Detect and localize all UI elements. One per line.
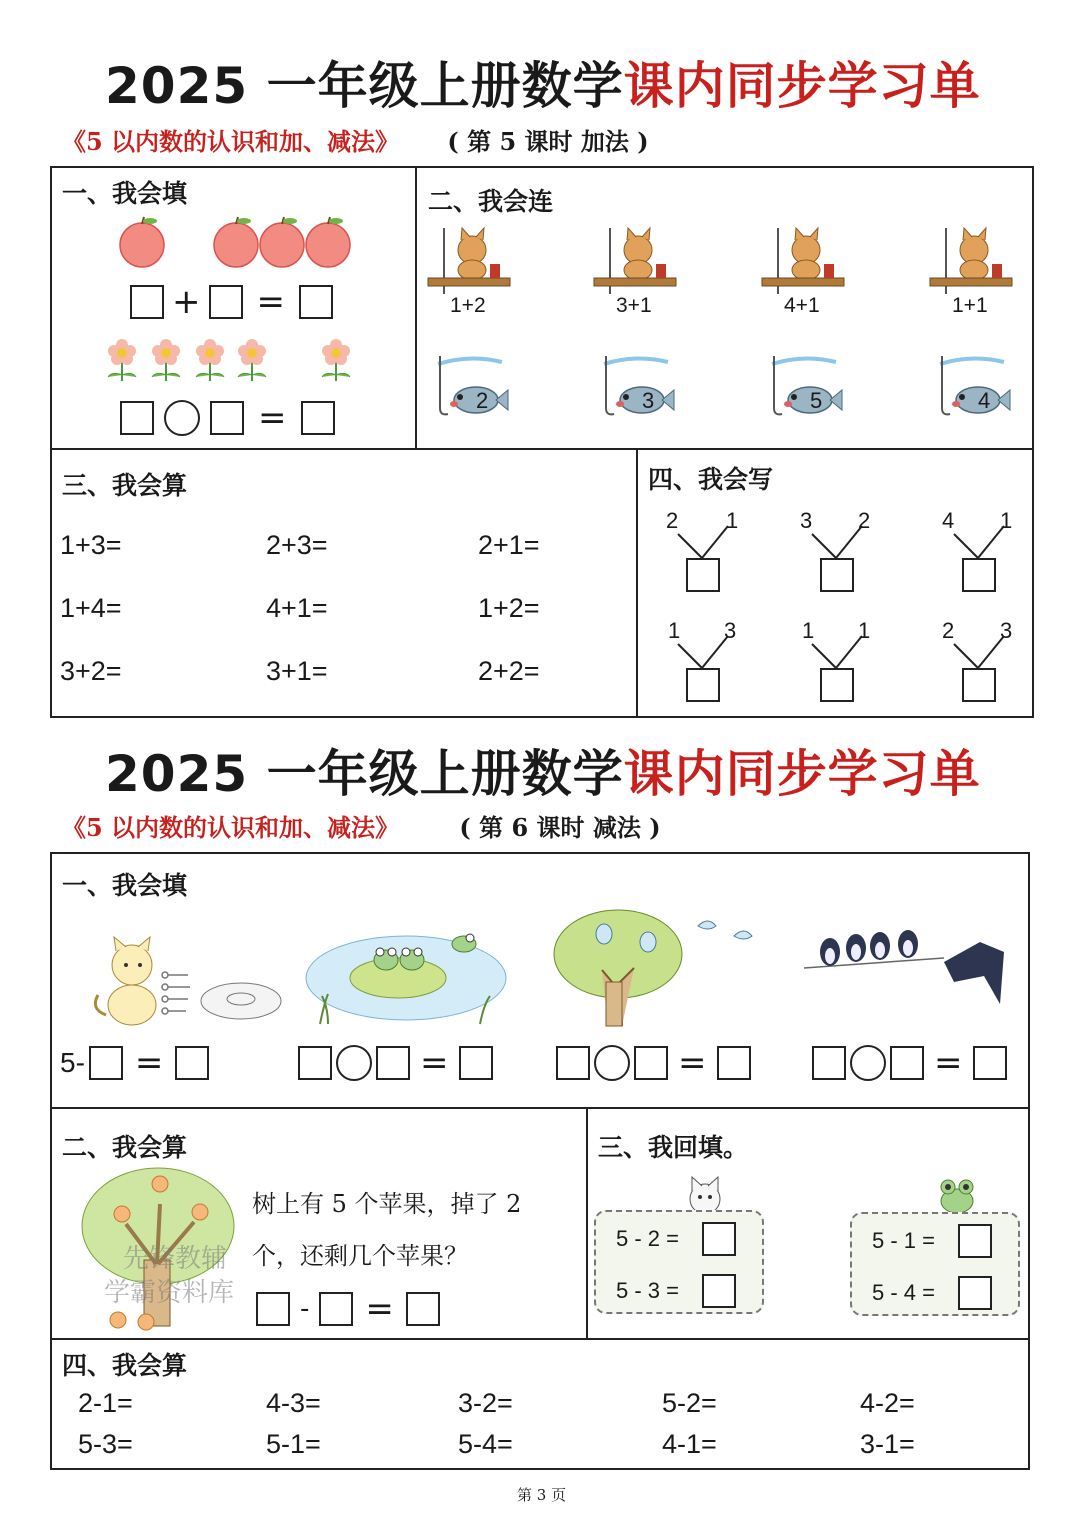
bird-icon — [698, 921, 716, 929]
cat-fishing-2 — [590, 224, 680, 324]
cat-fishing-4 — [926, 224, 1016, 324]
divider — [415, 166, 417, 449]
s1-sec2-heading: 二、我会连 — [428, 187, 554, 216]
answer-box[interactable] — [319, 1292, 353, 1326]
frog-icon — [400, 948, 424, 970]
answer-box[interactable] — [717, 1046, 751, 1080]
answer-box[interactable] — [820, 558, 854, 592]
bond-number: 2 — [858, 508, 871, 533]
equation: 4-1= — [662, 1429, 717, 1459]
equals-sign: = — [934, 1043, 963, 1083]
answer-box[interactable] — [298, 1046, 332, 1080]
fish-icon — [932, 350, 1012, 422]
answer-box[interactable] — [962, 668, 996, 702]
answer-box[interactable] — [962, 558, 996, 592]
fishing-cat-icon — [424, 224, 514, 296]
s1-sec4-heading: 四、我会写 — [648, 465, 774, 494]
cat-label: 1+2 — [450, 294, 486, 317]
sheet1-lesson: ( 第 5 课时 加法 ) — [447, 127, 649, 156]
cat-label: 1+1 — [952, 294, 988, 317]
equation: 5-2= — [662, 1388, 717, 1418]
operator-circle[interactable] — [594, 1045, 630, 1081]
fish-hook-2 — [596, 350, 676, 422]
sheet2-title-red: 课内同步学习单 — [623, 744, 981, 803]
answer-box[interactable] — [459, 1046, 493, 1080]
equation: 4-3= — [266, 1388, 321, 1418]
s1-sec3-heading: 三、我会算 — [62, 471, 188, 500]
fish-hook-4 — [932, 350, 1012, 422]
s2-sec3-heading: 三、我回填。 — [598, 1133, 749, 1162]
sheet2-title — [105, 734, 981, 806]
equation: 2-1= — [78, 1388, 133, 1418]
apple-icon — [114, 1206, 130, 1222]
number-bond — [662, 508, 744, 598]
answer-box[interactable] — [120, 401, 154, 435]
flower-icon — [108, 339, 136, 381]
s2-blanks-2 — [298, 1043, 493, 1083]
sheet1-subtitle — [62, 122, 649, 157]
equation: 5 - 2 = — [616, 1226, 679, 1251]
panel-row — [616, 1274, 736, 1308]
answer-box[interactable] — [301, 401, 335, 435]
equation-start: 5- — [60, 1047, 85, 1078]
s1-sec1-heading: 一、我会填 — [62, 179, 188, 208]
s2-problem-blanks — [256, 1289, 440, 1329]
answer-box[interactable] — [376, 1046, 410, 1080]
answer-box[interactable] — [958, 1224, 992, 1258]
equals-sign: = — [365, 1289, 394, 1329]
divider — [50, 448, 1034, 450]
bond-number: 4 — [942, 508, 955, 533]
equation: 5-4= — [458, 1429, 513, 1459]
equation: 3-2= — [458, 1388, 513, 1418]
answer-box[interactable] — [812, 1046, 846, 1080]
equation: 1+4= — [60, 593, 122, 623]
operator-circle[interactable] — [164, 400, 200, 436]
cat-label: 4+1 — [784, 294, 820, 317]
swallow-icon — [820, 938, 840, 966]
cat-fishing-1 — [424, 224, 514, 324]
flower-icon — [322, 339, 350, 381]
cat-head-icon — [680, 1175, 730, 1215]
flowers-picture — [100, 333, 360, 383]
equation: 5 - 3 = — [616, 1278, 679, 1303]
swallows-picture — [804, 912, 1018, 1008]
bond-number: 3 — [800, 508, 813, 533]
answer-box[interactable] — [299, 285, 333, 319]
answer-box[interactable] — [210, 401, 244, 435]
s2-sec1-heading: 一、我会填 — [62, 871, 188, 900]
page-number: 第 3 页 — [517, 1486, 567, 1504]
divider — [50, 1338, 1030, 1340]
sheet2-title-black: 2025 一年级上册数学 — [105, 745, 624, 803]
bird-icon — [640, 932, 656, 952]
problem-line: 树上有 5 个苹果，掉了 2 — [252, 1190, 522, 1218]
flower-icon — [238, 339, 266, 381]
number-bond — [796, 618, 878, 708]
frog-icon — [374, 948, 398, 970]
bond-number: 1 — [1000, 508, 1013, 533]
equals-sign: = — [258, 398, 287, 438]
plus-sign: + — [172, 282, 201, 322]
fishing-cat-icon — [758, 224, 848, 296]
equation: 5-1= — [266, 1429, 321, 1459]
minus-sign: - — [300, 1294, 310, 1324]
equation: 2+3= — [266, 530, 328, 560]
tree-birds-picture — [552, 906, 772, 1030]
s2-sec4-heading: 四、我会算 — [62, 1351, 188, 1380]
fish-icon — [596, 350, 676, 422]
apples-picture — [110, 214, 360, 270]
equation: 5 - 4 = — [872, 1280, 935, 1305]
swallow-icon — [870, 932, 890, 960]
divider — [636, 448, 638, 718]
bird-icon — [734, 931, 752, 939]
bird-icon — [596, 924, 612, 944]
s2-blanks-3 — [556, 1043, 751, 1083]
frogs-pond-picture — [300, 920, 512, 1030]
sheet1-title — [105, 46, 981, 118]
equation: 5 - 1 = — [872, 1228, 935, 1253]
bond-number: 1 — [858, 618, 871, 643]
sheet1-title-black: 2025 一年级上册数学 — [105, 57, 624, 115]
answer-box[interactable] — [256, 1292, 290, 1326]
bond-number: 1 — [726, 508, 739, 533]
sheet2-lesson: ( 第 6 课时 减法 ) — [459, 813, 661, 842]
answer-box[interactable] — [890, 1046, 924, 1080]
answer-box[interactable] — [686, 668, 720, 702]
swallow-icon — [944, 942, 1004, 1004]
fish-icon — [430, 350, 510, 422]
apple-icon — [152, 1176, 168, 1192]
answer-box[interactable] — [958, 1276, 992, 1310]
divider — [50, 1107, 1030, 1109]
tree-icon — [554, 910, 682, 1026]
cat-icon — [95, 937, 156, 1025]
fish-bone-icon — [162, 972, 190, 1014]
answer-box[interactable] — [130, 285, 164, 319]
equation: 2+2= — [478, 656, 540, 686]
s1-addition-blanks-2 — [120, 398, 335, 438]
swallow-icon — [846, 934, 866, 962]
fishing-cat-icon — [926, 224, 1016, 296]
s2-blanks-4 — [812, 1043, 1007, 1083]
equals-sign: = — [420, 1043, 449, 1083]
swallow-icon — [898, 930, 918, 958]
fish-icon — [764, 350, 844, 422]
bond-number: 3 — [1000, 618, 1013, 643]
sheet1-unit: 《5 以内数的认识和加、减法》 — [62, 127, 400, 156]
frog-head-icon — [934, 1175, 980, 1215]
operator-circle[interactable] — [850, 1045, 886, 1081]
apple-icon — [306, 217, 350, 267]
equals-sign: = — [256, 282, 285, 322]
panel-row — [872, 1224, 992, 1258]
number-bond — [662, 618, 744, 708]
panel-row — [872, 1276, 992, 1310]
answer-box[interactable] — [686, 558, 720, 592]
s2-blanks-1 — [60, 1043, 209, 1083]
equation: 3+1= — [266, 656, 328, 686]
apple-icon — [214, 217, 258, 267]
fish-hook-3 — [764, 350, 844, 422]
number-bond — [796, 508, 878, 598]
s1-addition-blanks-1 — [130, 282, 333, 322]
sheet2-subtitle — [62, 808, 661, 843]
watermark-line: 学霸资料库 — [104, 1278, 235, 1308]
fish-hook-1 — [430, 350, 510, 422]
equation: 2+1= — [478, 530, 540, 560]
fish-number: 4 — [978, 388, 991, 413]
equation: 3-1= — [860, 1429, 915, 1459]
answer-box[interactable] — [702, 1274, 736, 1308]
fish-number: 5 — [810, 388, 823, 413]
answer-box[interactable] — [702, 1222, 736, 1256]
problem-line: 个，还剩几个苹果？ — [252, 1242, 468, 1270]
flower-icon — [152, 339, 180, 381]
apple-icon — [120, 217, 164, 267]
fish-number: 2 — [476, 388, 489, 413]
equation: 4+1= — [266, 593, 328, 623]
equals-sign: = — [678, 1043, 707, 1083]
plate-icon — [201, 983, 281, 1019]
answer-box[interactable] — [406, 1292, 440, 1326]
bond-number: 1 — [802, 618, 815, 643]
bond-number: 3 — [724, 618, 737, 643]
operator-circle[interactable] — [336, 1045, 372, 1081]
cat-label: 3+1 — [616, 294, 652, 317]
sheet2-unit: 《5 以内数的认识和加、减法》 — [62, 813, 400, 842]
equation: 3+2= — [60, 656, 122, 686]
number-bond — [938, 508, 1020, 598]
divider — [586, 1107, 588, 1339]
equation: 1+2= — [478, 593, 540, 623]
cat-fishing-3 — [758, 224, 848, 324]
answer-box[interactable] — [973, 1046, 1007, 1080]
equation: 4-2= — [860, 1388, 915, 1418]
watermark — [104, 1242, 234, 1310]
answer-box[interactable] — [209, 285, 243, 319]
fishing-cat-icon — [590, 224, 680, 296]
word-problem — [252, 1178, 521, 1282]
equals-sign: = — [134, 1043, 164, 1083]
frog-icon — [452, 934, 476, 952]
bond-number: 2 — [666, 508, 679, 533]
apple-icon — [110, 1312, 126, 1328]
answer-box[interactable] — [634, 1046, 668, 1080]
bond-number: 1 — [668, 618, 681, 643]
equation: 5-3= — [78, 1429, 133, 1459]
s2-sec2-heading: 二、我会算 — [62, 1133, 188, 1162]
answer-box[interactable] — [89, 1046, 123, 1080]
number-bond — [938, 618, 1020, 708]
apple-icon — [138, 1314, 154, 1330]
apple-icon — [192, 1204, 208, 1220]
answer-box[interactable] — [820, 668, 854, 702]
bond-number: 2 — [942, 618, 955, 643]
fish-number: 3 — [642, 388, 655, 413]
sheet1-title-red: 课内同步学习单 — [623, 56, 981, 115]
answer-box[interactable] — [556, 1046, 590, 1080]
equation: 1+3= — [60, 530, 122, 560]
flower-icon — [196, 339, 224, 381]
panel-row — [616, 1222, 736, 1256]
cat-fish-picture — [86, 935, 286, 1030]
apple-icon — [260, 217, 304, 267]
watermark-line: 先锋教辅 — [123, 1244, 228, 1274]
answer-box[interactable] — [175, 1046, 209, 1080]
